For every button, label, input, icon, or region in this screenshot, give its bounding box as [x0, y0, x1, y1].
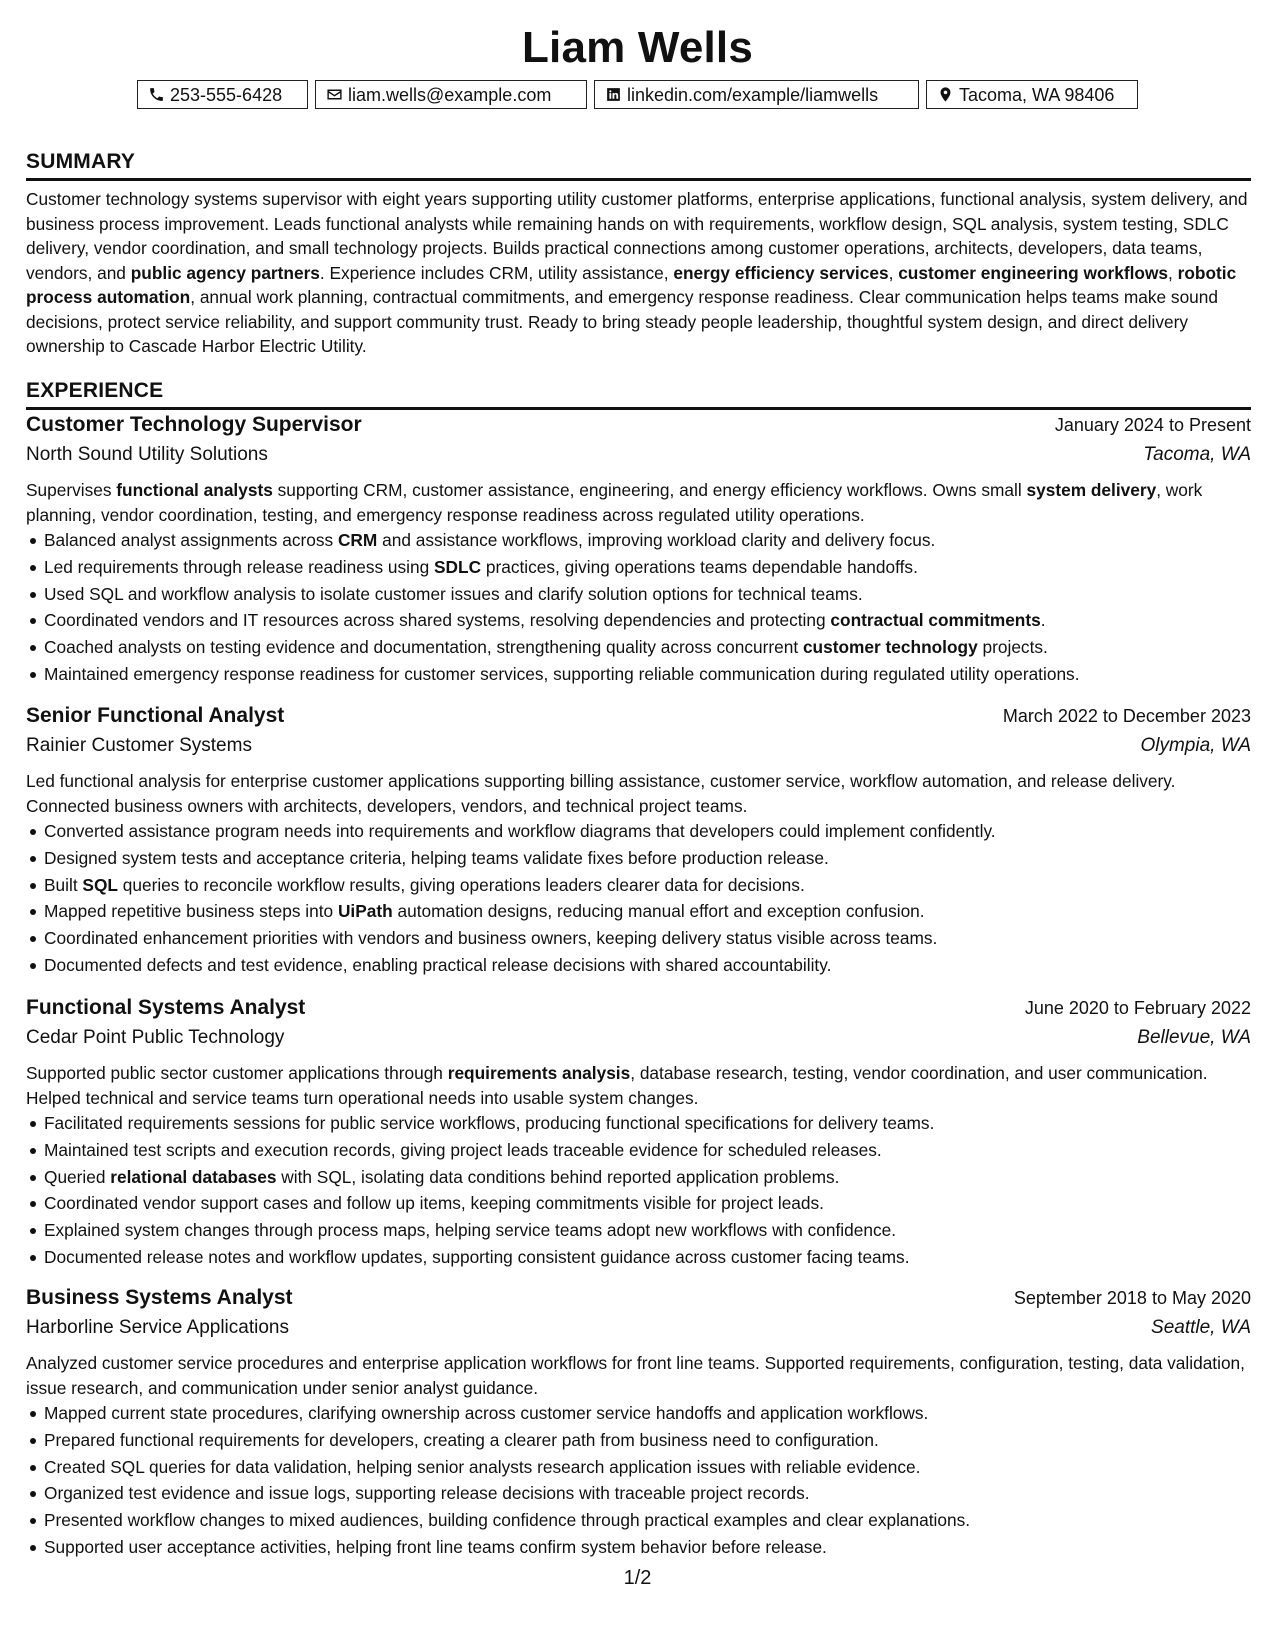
bullet-item: Documented release notes and workflow updates, supporting consistent guidance across customer facing teams. [26, 1244, 1251, 1271]
job-description: Led functional analysis for enterprise customer applications supporting billing assistance, customer service, workflow automation, and release delivery. Connected business owners with architects, developers, vendors, and technical project teams. [26, 771, 1176, 816]
job-header [26, 704, 1251, 735]
job-title: Customer Technology Supervisor [26, 413, 362, 436]
bullet-item: Mapped repetitive business steps into UiPath automation designs, reducing manual effort and exception confusion. [26, 898, 1251, 925]
bullet-item: Balanced analyst assignments across CRM and assistance workflows, improving workload clarity and delivery focus. [26, 527, 1251, 554]
job-header [26, 413, 1251, 444]
job-header [26, 1286, 1251, 1317]
job-subheader [26, 444, 1251, 475]
bullet-item: Maintained emergency response readiness for customer services, supporting reliable communication during regulated utility operations. [26, 661, 1251, 688]
linkedin-icon [605, 86, 622, 103]
bullet-item: Built SQL queries to reconcile workflow results, giving operations leaders clearer data for decisions. [26, 872, 1251, 899]
bullet-item: Coached analysts on testing evidence and documentation, strengthening quality across concurrent customer technology projects. [26, 634, 1251, 661]
bullet-item: Supported user acceptance activities, helping front line teams confirm system behavior before release. [26, 1534, 1251, 1561]
job-entry [26, 1286, 1251, 1561]
bullet-item: Facilitated requirements sessions for public service workflows, producing functional specifications for delivery teams. [26, 1110, 1251, 1137]
job-entry [26, 704, 1251, 979]
job-description: Supervises functional analysts supporting CRM, customer assistance, engineering, and energy efficiency workflows. Owns small system delivery, work planning, vendor coordination, testing, and emergency response readiness across regulated utility operations. [26, 480, 1203, 525]
bullet-item: Coordinated enhancement priorities with vendors and business owners, keeping delivery status visible across teams. [26, 925, 1251, 952]
job-header [26, 996, 1251, 1027]
job-location: Olympia, WA [1140, 735, 1251, 756]
job-dates: March 2022 to December 2023 [1002, 706, 1251, 726]
summary-section [26, 149, 1251, 359]
job-location: Tacoma, WA [1143, 444, 1251, 465]
job-dates: June 2020 to February 2022 [1024, 998, 1251, 1018]
job-subheader [26, 735, 1251, 766]
job-description: Supported public sector customer applications through requirements analysis, database research, testing, vendor coordination, and user communication. Helped technical and service teams turn operational needs into usable system changes. [26, 1063, 1208, 1108]
contact-email-text: liam.wells@example.com [348, 84, 552, 105]
bullet-item: Queried relational databases with SQL, isolating data conditions behind reported application problems. [26, 1164, 1251, 1191]
envelope-icon [326, 86, 343, 103]
job-location: Bellevue, WA [1137, 1027, 1251, 1048]
job-subheader [26, 1027, 1251, 1058]
job-title: Senior Functional Analyst [26, 704, 285, 727]
bullet-item: Maintained test scripts and execution records, giving project leads traceable evidence for scheduled releases. [26, 1137, 1251, 1164]
job-bullets [26, 1400, 1251, 1561]
job-description: Analyzed customer service procedures and enterprise application workflows for front line teams. Supported requirements, configuration, testing, data validation, issue research, and communication under senior analyst guidance. [26, 1353, 1245, 1398]
bullet-item: Organized test evidence and issue logs, supporting release decisions with traceable project records. [26, 1480, 1251, 1507]
job-bullets [26, 527, 1251, 688]
job-company: Harborline Service Applications [26, 1317, 289, 1338]
experience-section [26, 378, 1251, 1557]
job-company: North Sound Utility Solutions [26, 444, 268, 465]
contact-linkedin-text: linkedin.com/example/liamwells [627, 84, 879, 105]
contact-linkedin[interactable] [594, 80, 919, 109]
bullet-item: Coordinated vendor support cases and follow up items, keeping commitments visible for project leads. [26, 1190, 1251, 1217]
bullet-item: Coordinated vendors and IT resources across shared systems, resolving dependencies and protecting contractual commitments. [26, 607, 1251, 634]
page-number: 1/2 [623, 1567, 652, 1589]
contact-location-text: Tacoma, WA 98406 [959, 84, 1115, 105]
contact-phone-text: 253-555-6428 [170, 84, 283, 105]
bullet-item: Designed system tests and acceptance criteria, helping teams validate fixes before production release. [26, 845, 1251, 872]
bullet-item: Mapped current state procedures, clarifying ownership across customer service handoffs and application workflows. [26, 1400, 1251, 1427]
job-entry [26, 996, 1251, 1271]
contact-email[interactable] [315, 80, 587, 109]
bullet-item: Presented workflow changes to mixed audiences, building confidence through practical examples and clear explanations. [26, 1507, 1251, 1534]
summary-heading: SUMMARY [26, 149, 1251, 181]
job-company: Cedar Point Public Technology [26, 1027, 285, 1048]
bullet-item: Documented defects and test evidence, enabling practical release decisions with shared accountability. [26, 952, 1251, 979]
job-bullets [26, 818, 1251, 979]
bullet-item: Prepared functional requirements for developers, creating a clearer path from business need to configuration. [26, 1427, 1251, 1454]
bullet-item: Converted assistance program needs into requirements and workflow diagrams that developers could implement confidently. [26, 818, 1251, 845]
job-dates: January 2024 to Present [1054, 415, 1251, 435]
job-title: Business Systems Analyst [26, 1286, 293, 1309]
job-subheader [26, 1317, 1251, 1348]
job-dates: September 2018 to May 2020 [1013, 1288, 1251, 1308]
contact-phone[interactable] [137, 80, 308, 109]
contact-location [926, 80, 1138, 109]
job-location: Seattle, WA [1151, 1317, 1251, 1338]
bullet-item: Used SQL and workflow analysis to isolate customer issues and clarify solution options for technical teams. [26, 581, 1251, 608]
job-company: Rainier Customer Systems [26, 735, 252, 756]
bullet-item: Explained system changes through process maps, helping service teams adopt new workflows with confidence. [26, 1217, 1251, 1244]
bullet-item: Created SQL queries for data validation, helping senior analysts research application issues with reliable evidence. [26, 1454, 1251, 1481]
experience-heading: EXPERIENCE [26, 378, 1251, 410]
map-pin-icon [937, 86, 954, 103]
summary-text: Customer technology systems supervisor with eight years supporting utility customer platforms, enterprise applications, functional analysis, system delivery, and business process improvement. Leads functional analysts while remaining hands on with requirements, workflow design, SQL analysis, system testing, SDLC delivery, vendor coordination, and small technology projects. Builds practical connections among customer operations, architects, developers, data teams, vendors, and public agency partners. Experience includes CRM, utility assistance, energy efficiency services, customer engineering workflows, robotic process automation, annual work planning, contractual commitments, and emergency response readiness. Clear communication helps teams make sound decisions, protect service reliability, and support community trust. Ready to bring steady people leadership, thoughtful system design, and direct delivery ownership to Cascade Harbor Electric Utility. [26, 189, 1248, 356]
phone-icon [148, 86, 165, 103]
candidate-name: Liam Wells [521, 23, 754, 72]
bullet-item: Led requirements through release readiness using SDLC practices, giving operations teams dependable handoffs. [26, 554, 1251, 581]
job-entry [26, 413, 1251, 688]
job-title: Functional Systems Analyst [26, 996, 306, 1019]
contact-bar [0, 80, 1275, 109]
job-bullets [26, 1110, 1251, 1271]
